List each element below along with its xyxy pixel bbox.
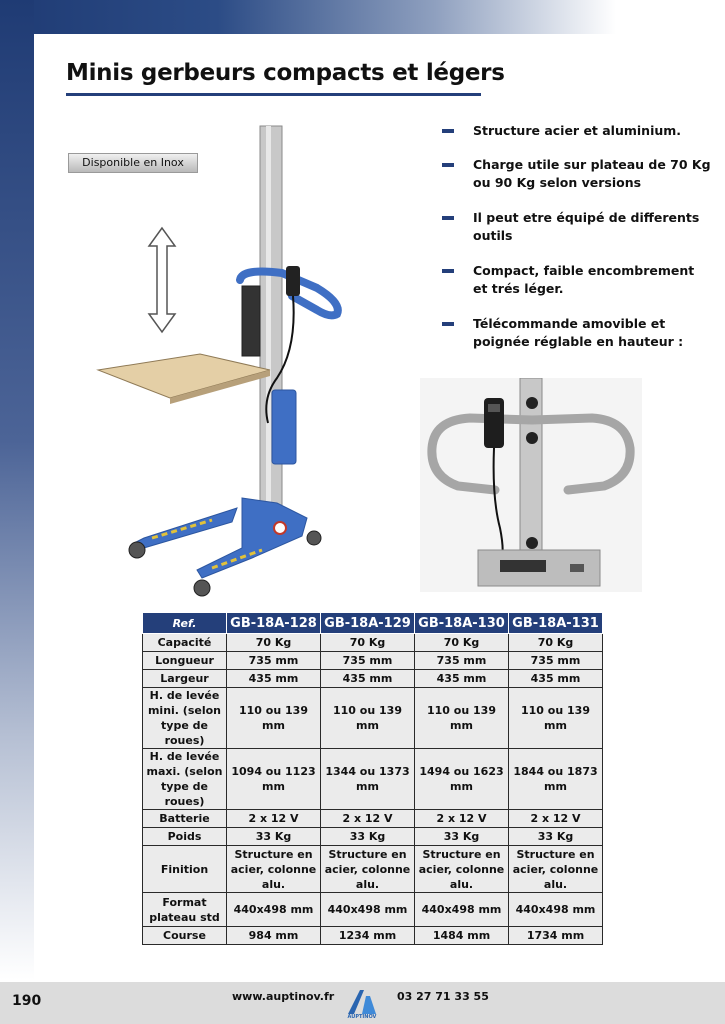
column-header: Ref. xyxy=(143,613,227,634)
table-cell: 1484 mm xyxy=(415,927,509,945)
row-label: Finition xyxy=(143,846,227,893)
row-label: Format plateau std xyxy=(143,893,227,927)
table-row xyxy=(143,688,603,749)
stacker-photo xyxy=(92,118,352,604)
column-header: GB-18A-129 xyxy=(321,613,415,634)
table-cell: 735 mm xyxy=(415,652,509,670)
table-row xyxy=(143,652,603,670)
table-cell: 440x498 mm xyxy=(415,893,509,927)
table-cell: 440x498 mm xyxy=(321,893,415,927)
table-cell: Structure en acier, colonne alu. xyxy=(321,846,415,893)
row-label: Poids xyxy=(143,828,227,846)
table-cell: 2 x 12 V xyxy=(227,810,321,828)
table-row xyxy=(143,893,603,927)
column-header: GB-18A-130 xyxy=(415,613,509,634)
row-label: Longueur xyxy=(143,652,227,670)
table-row xyxy=(143,634,603,652)
table-cell: 984 mm xyxy=(227,927,321,945)
table-cell: 33 Kg xyxy=(227,828,321,846)
bullet-dash-icon xyxy=(442,269,454,273)
table-cell: 110 ou 139 mm xyxy=(415,688,509,749)
table-cell: Structure en acier, colonne alu. xyxy=(227,846,321,893)
table-cell: 1094 ou 1123 mm xyxy=(227,749,321,810)
feature-item xyxy=(442,209,712,262)
feature-text: Compact, faible encombrement et trés léger. xyxy=(473,263,695,296)
table-cell: 33 Kg xyxy=(321,828,415,846)
table-cell: 2 x 12 V xyxy=(321,810,415,828)
table-cell: 1844 ou 1873 mm xyxy=(509,749,603,810)
table-cell: 440x498 mm xyxy=(509,893,603,927)
row-label: Largeur xyxy=(143,670,227,688)
inox-availability-badge: Disponible en Inox xyxy=(68,153,198,173)
table-cell: 1234 mm xyxy=(321,927,415,945)
table-cell: 1494 ou 1623 mm xyxy=(415,749,509,810)
feature-item xyxy=(442,156,712,209)
bullet-dash-icon xyxy=(442,216,454,220)
handle-remote-photo xyxy=(420,378,642,592)
table-cell: 2 x 12 V xyxy=(415,810,509,828)
table-cell: 440x498 mm xyxy=(227,893,321,927)
feature-item xyxy=(442,122,712,156)
logo-wordmark: AUPTINOV xyxy=(347,1014,377,1020)
side-gradient-band xyxy=(0,0,34,980)
row-label: H. de levée mini. (selon type de roues) xyxy=(143,688,227,749)
feature-text: Il peut etre équipé de differents outils xyxy=(473,210,700,243)
table-row xyxy=(143,749,603,810)
feature-text: Charge utile sur plateau de 70 Kg ou 90 Kg selon versions xyxy=(473,157,711,190)
specs-table xyxy=(142,612,603,945)
feature-list xyxy=(442,122,712,351)
table-cell: 435 mm xyxy=(509,670,603,688)
row-label: Batterie xyxy=(143,810,227,828)
table-cell: 70 Kg xyxy=(227,634,321,652)
table-cell: 435 mm xyxy=(227,670,321,688)
feature-item xyxy=(442,315,712,351)
table-row xyxy=(143,810,603,828)
table-cell: 435 mm xyxy=(415,670,509,688)
page-number: 190 xyxy=(12,993,42,1009)
column-header: GB-18A-131 xyxy=(509,613,603,634)
table-cell: 70 Kg xyxy=(509,634,603,652)
table-cell: Structure en acier, colonne alu. xyxy=(415,846,509,893)
table-cell: 110 ou 139 mm xyxy=(509,688,603,749)
feature-text: Télécommande amovible et poignée réglable en hauteur : xyxy=(473,316,684,349)
phone-number: 03 27 71 33 55 xyxy=(397,990,489,1003)
table-cell: 435 mm xyxy=(321,670,415,688)
table-cell: Structure en acier, colonne alu. xyxy=(509,846,603,893)
table-cell: 33 Kg xyxy=(509,828,603,846)
title-underline xyxy=(66,93,481,96)
feature-text: Structure acier et aluminium. xyxy=(473,123,682,138)
page-title: Minis gerbeurs compacts et légers xyxy=(66,60,505,86)
table-cell: 70 Kg xyxy=(321,634,415,652)
table-row xyxy=(143,846,603,893)
row-label: Course xyxy=(143,927,227,945)
table-cell: 735 mm xyxy=(509,652,603,670)
table-cell: 70 Kg xyxy=(415,634,509,652)
table-cell: 735 mm xyxy=(227,652,321,670)
table-header-row xyxy=(143,613,603,634)
feature-item xyxy=(442,262,712,315)
table-cell: 110 ou 139 mm xyxy=(227,688,321,749)
row-label: H. de levée maxi. (selon type de roues) xyxy=(143,749,227,810)
table-cell: 110 ou 139 mm xyxy=(321,688,415,749)
bullet-dash-icon xyxy=(442,322,454,326)
header-gradient-band xyxy=(0,0,725,34)
website-link[interactable]: www.auptinov.fr xyxy=(232,990,335,1003)
lift-arrow-icon xyxy=(149,228,175,332)
bullet-dash-icon xyxy=(442,163,454,167)
table-cell: 1344 ou 1373 mm xyxy=(321,749,415,810)
table-cell: 1734 mm xyxy=(509,927,603,945)
column-header: GB-18A-128 xyxy=(227,613,321,634)
table-cell: 33 Kg xyxy=(415,828,509,846)
table-row xyxy=(143,670,603,688)
table-row xyxy=(143,828,603,846)
row-label: Capacité xyxy=(143,634,227,652)
table-cell: 735 mm xyxy=(321,652,415,670)
table-cell: 2 x 12 V xyxy=(509,810,603,828)
table-row xyxy=(143,927,603,945)
bullet-dash-icon xyxy=(442,129,454,133)
